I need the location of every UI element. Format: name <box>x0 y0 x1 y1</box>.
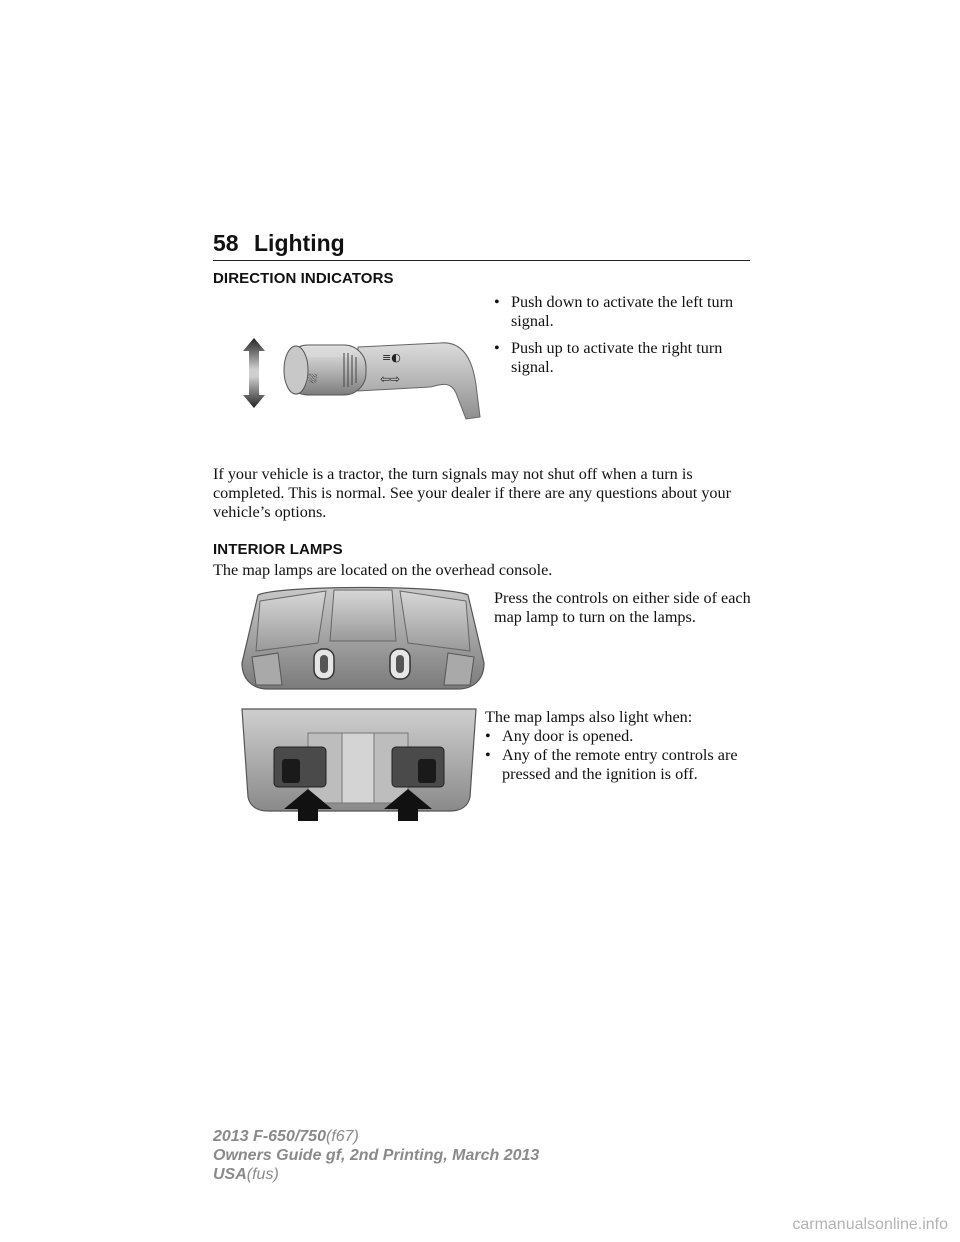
page-number: 58 <box>213 230 239 256</box>
bullet-symbol: • <box>494 339 500 357</box>
footer-guide: Owners Guide gf, 2nd Printing, March 2013 <box>213 1147 540 1164</box>
footer-line-model <box>213 1127 539 1146</box>
map-lamp-instruction: Press the controls on either side of each map lamp to turn on the lamps. <box>494 589 751 626</box>
footer-market: USA <box>213 1166 247 1183</box>
overhead-console-icon <box>238 583 488 693</box>
bullet-text: Any of the remote entry controls are pressed and the ignition is off. <box>502 746 738 783</box>
bullet-symbol: • <box>494 293 500 311</box>
header-rule <box>213 260 750 261</box>
map-lamp-closeup-icon <box>238 703 480 821</box>
footer-line-guide <box>213 1146 539 1165</box>
section-title: Lighting <box>254 230 345 256</box>
svg-text:≡◐: ≡◐ <box>382 351 401 364</box>
list-item <box>485 727 755 746</box>
list-item <box>485 746 755 784</box>
heading-interior-lamps: INTERIOR LAMPS <box>213 541 343 558</box>
turn-signal-stalk-icon <box>240 325 490 425</box>
watermark: carmanualsonline.info <box>792 1216 948 1233</box>
interior-lamps-intro: The map lamps are located on the overhead console. <box>213 561 553 579</box>
list-item <box>494 293 754 331</box>
map-lamp-closeup-figure <box>238 703 480 821</box>
list-item <box>494 339 754 377</box>
turn-signal-stalk-figure <box>240 325 490 425</box>
svg-text:⛆: ⛆ <box>308 372 318 386</box>
footer-model: 2013 F-650/750 <box>213 1128 326 1145</box>
bullet-text: Push down to activate the left turn signal. <box>511 293 734 330</box>
bullet-symbol: • <box>485 746 491 764</box>
map-lamps-light-when: The map lamps also light when: <box>485 708 693 726</box>
overhead-console-figure <box>238 583 488 693</box>
direction-indicator-bullets <box>494 293 754 377</box>
footer-model-code: (f67) <box>325 1128 359 1145</box>
bullet-text: Push up to activate the right turn signal. <box>511 339 723 376</box>
bullet-symbol: • <box>485 727 491 745</box>
bullet-text: Any door is opened. <box>502 727 634 745</box>
tractor-note-paragraph: If your vehicle is a tractor, the turn signals may not shut off when a turn is completed. This is normal. See your dealer if there are any questions about your vehicle’s options. <box>213 465 731 521</box>
heading-direction-indicators: DIRECTION INDICATORS <box>213 270 394 287</box>
footer-market-code: (fus) <box>246 1166 279 1183</box>
map-lamp-condition-bullets <box>485 727 755 784</box>
footer-line-market <box>213 1165 539 1184</box>
document-footer <box>213 1127 539 1184</box>
svg-text:⇦⇨: ⇦⇨ <box>380 372 401 386</box>
